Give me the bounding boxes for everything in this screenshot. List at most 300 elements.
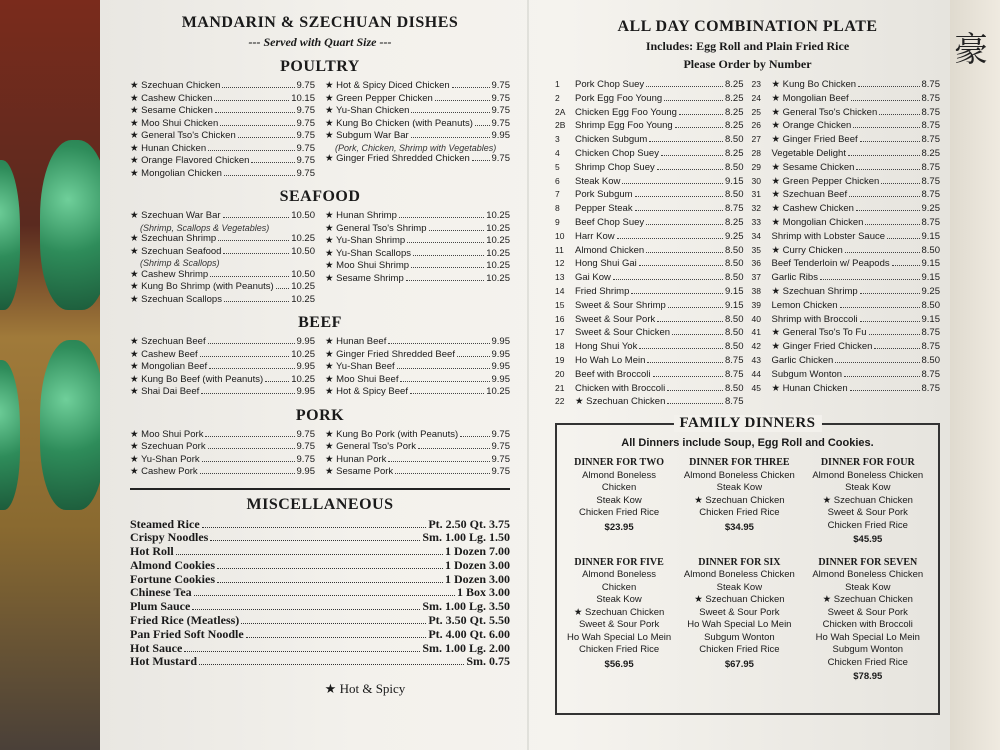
item-price: 8.50 — [725, 327, 744, 339]
menu-item — [325, 248, 510, 261]
item-name: ★ Mongolian Beef — [771, 92, 849, 104]
item-price: Sm. 1.00 Lg. 3.50 — [422, 599, 510, 614]
menu-item — [555, 230, 744, 244]
item-name: ★ Hot & Spicy Diced Chicken — [325, 80, 450, 91]
section-title-seafood: SEAFOOD — [279, 188, 361, 205]
item-name: ★ Moo Shui Pork — [130, 428, 204, 440]
menu-item — [325, 441, 510, 454]
item-price: 8.50 — [725, 134, 744, 146]
menu-item — [130, 349, 315, 362]
item-price: 9.25 — [921, 285, 940, 297]
leader-dots — [251, 162, 294, 163]
item-number: 42 — [751, 341, 761, 352]
leader-dots — [201, 393, 294, 394]
dinner-item: Sweet & Sour Pork — [699, 606, 780, 618]
item-number: 31 — [751, 189, 761, 200]
item-name: ★ Kung Bo Chicken (with Peanuts) — [325, 117, 473, 129]
item-price: 9.75 — [491, 92, 510, 104]
leader-dots — [210, 276, 289, 277]
item-name: ★ Mongolian Chicken — [771, 216, 864, 228]
menu-item — [130, 518, 510, 532]
menu-item — [130, 130, 315, 143]
item-name: Crispy Noodles — [130, 530, 209, 545]
item-name: ★ General Tso's Pork — [325, 441, 416, 452]
leader-dots — [667, 390, 723, 391]
menu-item — [752, 230, 941, 244]
hot-spicy-legend: ★ Hot & Spicy — [324, 681, 406, 697]
combo-subtitle: Includes: Egg Roll and Plain Fried Rice — [645, 39, 850, 53]
leader-dots — [853, 127, 919, 128]
item-number: 20 — [555, 368, 565, 379]
leader-dots — [661, 155, 723, 156]
family-dinner — [565, 557, 673, 684]
leader-dots — [472, 160, 490, 161]
item-price: 8.25 — [725, 216, 744, 228]
section-title-misc: MISCELLANEOUS — [246, 495, 394, 513]
item-number: 38 — [751, 285, 761, 296]
item-name: ★ Yu-Shan Scallops — [325, 247, 411, 259]
item-name: ★ Moo Shui Beef — [325, 373, 399, 385]
item-price: 9.75 — [491, 428, 510, 440]
leader-dots — [646, 86, 723, 87]
item-price: 1 Box 3.00 — [456, 585, 510, 600]
item-name: ★ Kung Bo Beef (with Peanuts) — [130, 373, 264, 385]
leader-dots — [675, 127, 723, 128]
item-number: 36 — [751, 258, 761, 269]
leader-dots — [856, 210, 920, 211]
jade-figurine — [0, 360, 20, 510]
leader-dots — [199, 664, 464, 665]
item-number: 7 — [555, 189, 560, 200]
item-name: Chicken Chop Suey — [575, 147, 659, 159]
seafood-right-list — [325, 210, 510, 306]
menu-item — [752, 78, 941, 92]
combo-right-list — [752, 78, 941, 409]
menu-item — [752, 202, 941, 216]
menu-item — [325, 336, 510, 349]
menu-item — [752, 326, 941, 340]
section-title-beef: BEEF — [298, 314, 342, 331]
menu-item — [752, 216, 941, 230]
item-price: 10.25 — [291, 293, 315, 305]
menu-item — [555, 147, 744, 161]
right-panel — [555, 18, 940, 715]
menu-item — [325, 80, 510, 93]
item-number: 9 — [555, 216, 560, 227]
menu-item — [130, 336, 315, 349]
leader-dots — [856, 169, 919, 170]
leader-dots — [869, 334, 920, 335]
leader-dots — [657, 169, 723, 170]
dinner-item: ★ Szechuan Chicken — [694, 594, 785, 606]
item-number: 32 — [751, 203, 761, 214]
fold-line — [527, 0, 529, 750]
item-name: Chicken Egg Foo Young — [575, 106, 677, 118]
menu-item — [555, 340, 744, 354]
leader-dots — [613, 279, 723, 280]
item-name: Chicken with Broccoli — [575, 382, 666, 394]
leader-dots — [224, 301, 289, 302]
dinner-item: Chicken Fried Rice — [827, 656, 908, 668]
menu-item — [752, 313, 941, 327]
menu-item — [555, 382, 744, 396]
item-name: ★ Subgum War Bar — [325, 130, 409, 141]
item-name: ★ Sesame Shrimp — [325, 272, 404, 284]
menu-item — [130, 429, 315, 442]
item-price: 8.75 — [725, 368, 744, 380]
leader-dots — [672, 334, 723, 335]
item-name: ★ Sesame Pork — [325, 466, 394, 477]
menu-item — [555, 202, 744, 216]
menu-item — [752, 285, 941, 299]
item-name: ★ Mongolian Chicken — [130, 167, 222, 179]
leader-dots — [200, 356, 290, 357]
jade-figurine — [0, 160, 20, 310]
menu-item — [130, 93, 315, 106]
family-dinner — [565, 457, 673, 547]
item-price: 10.25 — [291, 233, 315, 244]
leader-dots — [223, 253, 289, 254]
dinner-item: Almond Boneless Chicken — [582, 569, 657, 593]
item-name: Hong Shui Gai — [575, 258, 637, 270]
item-name: ★ Hunan Chicken — [771, 382, 848, 394]
section-pork — [130, 429, 510, 479]
dinner-title: DINNER FOR FOUR — [820, 457, 915, 469]
leader-dots — [194, 595, 455, 596]
leader-dots — [879, 114, 919, 115]
menu-item — [325, 349, 510, 362]
item-price: 9.25 — [725, 230, 744, 242]
menu-item — [752, 382, 941, 396]
item-name: ★ Cashew Shrimp — [130, 268, 209, 280]
item-name: Shrimp with Lobster Sauce — [771, 230, 886, 242]
dinner-item: Chicken Fried Rice — [699, 507, 780, 519]
menu-title: MANDARIN & SZECHUAN DISHES — [181, 14, 459, 31]
dinner-item: Chicken Fried Rice — [578, 644, 660, 656]
dinner-item: Chicken with Broccoli — [822, 619, 913, 631]
menu-item — [325, 386, 510, 399]
menu-item — [130, 294, 315, 307]
dinner-title: DINNER FOR TWO — [574, 457, 664, 469]
leader-dots — [657, 321, 723, 322]
leader-dots — [184, 651, 420, 652]
menu-item — [130, 531, 510, 545]
leader-dots — [210, 540, 420, 541]
item-price: 9.95 — [491, 373, 510, 385]
item-price: 10.50 — [291, 245, 315, 257]
item-name: ★ Ginger Fried Beef — [771, 134, 858, 146]
item-price: 10.25 — [486, 247, 510, 259]
item-name: ★ Hunan Shrimp — [325, 210, 397, 221]
item-price: 9.75 — [296, 155, 315, 166]
menu-item — [555, 299, 744, 313]
item-price: 8.75 — [725, 396, 744, 408]
dinner-item: Sweet & Sour Pork — [827, 606, 908, 618]
leader-dots — [820, 279, 920, 280]
dinner-item: ★ Szechuan Chicken — [822, 494, 913, 506]
menu-item — [325, 466, 510, 479]
item-name: ★ Szechuan Pork — [130, 441, 206, 452]
item-price: 10.50 — [291, 268, 315, 280]
family-dinners-title: FAMILY DINNERS — [673, 415, 821, 432]
item-number: 2B — [555, 120, 566, 131]
section-title-pork: PORK — [295, 406, 345, 424]
item-name: ★ Yu-Shan Pork — [130, 453, 200, 465]
item-name: Shrimp Egg Foo Young — [575, 120, 673, 132]
item-number: 27 — [751, 134, 761, 145]
item-name: Fortune Cookies — [130, 571, 215, 586]
item-number: 2A — [555, 106, 566, 117]
item-price: 8.50 — [921, 299, 940, 311]
dinner-price: $45.95 — [853, 534, 883, 546]
dinner-price: $67.95 — [724, 658, 754, 670]
leader-dots — [400, 381, 489, 382]
menu-item — [130, 628, 510, 642]
leader-dots — [220, 125, 294, 126]
dinner-item: Subgum Wonton — [832, 644, 904, 656]
menu-item — [752, 175, 941, 189]
menu-item — [752, 119, 941, 133]
item-price: 8.50 — [725, 244, 744, 256]
leader-dots — [881, 183, 919, 184]
dinner-price: $78.95 — [853, 671, 883, 683]
item-price: 8.25 — [725, 120, 744, 132]
item-price: 1 Dozen 3.00 — [445, 557, 510, 572]
menu-item — [130, 118, 315, 131]
dinner-title: DINNER FOR SIX — [698, 556, 781, 568]
leader-dots — [388, 461, 489, 462]
item-name: Lemon Chicken — [771, 299, 838, 311]
menu-item — [130, 655, 510, 669]
item-price: 8.75 — [921, 341, 940, 353]
leader-dots — [635, 196, 723, 197]
item-price: 10.15 — [291, 92, 315, 104]
menu-item — [130, 233, 315, 246]
item-price: 9.75 — [296, 453, 315, 465]
item-number: 12 — [555, 258, 565, 269]
menu-item — [752, 271, 941, 285]
item-price: 8.50 — [725, 189, 744, 201]
leader-dots — [224, 175, 295, 176]
leader-dots — [429, 230, 485, 231]
item-number: 35 — [751, 244, 761, 255]
item-name: ★ Hot & Spicy Beef — [325, 386, 408, 397]
dinner-item: ★ Szechuan Chicken — [573, 606, 665, 618]
item-price: 9.75 — [491, 153, 510, 164]
menu-item — [130, 573, 510, 587]
leader-dots — [845, 252, 920, 253]
leader-dots — [218, 240, 289, 241]
leader-dots — [622, 183, 723, 184]
menu-item — [555, 395, 744, 409]
item-price: 9.75 — [296, 117, 315, 129]
dinner-item: Sweet & Sour Pork — [578, 619, 660, 631]
dinner-price: $56.95 — [604, 658, 634, 670]
item-note: (Pork, Chicken, Shrimp with Vegetables) — [335, 142, 497, 153]
menu-item — [555, 216, 744, 230]
item-price: 9.15 — [921, 272, 940, 284]
menu-item — [752, 244, 941, 258]
item-number: 14 — [555, 285, 565, 296]
item-name: ★ Cashew Chicken — [130, 92, 213, 104]
family-dinner — [677, 457, 801, 547]
menu-item — [325, 454, 510, 467]
background-left — [0, 0, 110, 750]
item-price: 9.95 — [296, 336, 315, 347]
item-number: 44 — [751, 368, 761, 379]
dinner-item: Sweet & Sour Pork — [827, 507, 908, 519]
dinner-item: Chicken Fried Rice — [578, 507, 660, 519]
item-price: 10.50 — [291, 210, 315, 221]
item-price: 10.25 — [291, 281, 315, 292]
leader-dots — [849, 196, 919, 197]
item-price: 8.75 — [921, 134, 940, 146]
leader-dots — [413, 255, 484, 256]
item-number: 15 — [555, 299, 565, 310]
menu-item — [130, 105, 315, 118]
item-number: 16 — [555, 313, 565, 324]
menu-item — [325, 130, 510, 143]
item-name: Pepper Steak — [575, 203, 633, 215]
item-price: 9.75 — [296, 441, 315, 452]
item-number: 40 — [751, 313, 761, 324]
item-name: ★ Ginger Fried Shredded Chicken — [325, 153, 470, 164]
item-name: ★ Sesame Chicken — [130, 105, 213, 116]
leader-dots — [851, 100, 920, 101]
leader-dots — [410, 393, 484, 394]
leader-dots — [647, 362, 723, 363]
item-price: 10.25 — [486, 260, 510, 271]
item-price: 8.75 — [921, 216, 940, 228]
leader-dots — [388, 343, 489, 344]
dinner-item: ★ Szechuan Chicken — [822, 594, 913, 606]
item-name: Almond Chicken — [575, 244, 645, 256]
leader-dots — [202, 461, 295, 462]
menu-item — [555, 78, 744, 92]
item-name: ★ Green Pepper Chicken — [325, 92, 433, 104]
dinner-title: DINNER FOR FIVE — [574, 556, 664, 568]
item-name: Shrimp with Broccoli — [771, 313, 858, 325]
item-price: 8.75 — [921, 92, 940, 104]
menu-item — [130, 269, 315, 282]
item-number: 24 — [751, 92, 761, 103]
menu-item — [752, 92, 941, 106]
menu-item — [752, 133, 941, 147]
item-number: 18 — [555, 341, 565, 352]
item-name: ★ Szechuan Beef — [771, 189, 848, 201]
item-name: Beef Chop Suey — [575, 216, 645, 228]
dinner-item: Steak Kow — [716, 482, 763, 494]
item-price: 8.50 — [921, 244, 940, 256]
dinner-item: Almond Boneless Chicken — [683, 469, 795, 481]
item-name: ★ Ginger Fried Chicken — [771, 341, 873, 353]
leader-dots — [205, 436, 294, 437]
leader-dots — [887, 238, 919, 239]
item-price: 8.25 — [725, 106, 744, 118]
item-name: Hong Shui Yok — [575, 341, 638, 353]
chinese-character: 豪 — [954, 30, 988, 70]
leader-dots — [639, 348, 723, 349]
item-price: 8.75 — [725, 203, 744, 215]
item-name: Gai Kow — [575, 272, 611, 284]
item-price: 9.15 — [921, 230, 940, 242]
item-number: 25 — [751, 106, 761, 117]
leader-dots — [460, 436, 489, 437]
item-number: 3 — [555, 134, 560, 145]
leader-dots — [399, 217, 484, 218]
leader-dots — [668, 307, 723, 308]
item-name: ★ Szechuan Shrimp — [771, 285, 858, 297]
leader-dots — [860, 293, 920, 294]
leader-dots — [646, 252, 723, 253]
item-number: 23 — [751, 79, 761, 89]
leader-dots — [835, 362, 919, 363]
item-name: ★ Szechuan Shrimp — [130, 233, 217, 244]
dinner-title: DINNER FOR SEVEN — [818, 556, 918, 568]
item-price: 8.25 — [725, 147, 744, 159]
beef-right-list — [325, 336, 510, 399]
leader-dots — [202, 527, 427, 528]
menu-item — [130, 374, 315, 387]
item-price: 10.25 — [486, 235, 510, 246]
leader-dots — [635, 210, 723, 211]
item-name: ★ Szechuan Scallops — [130, 293, 222, 305]
item-price: 8.50 — [725, 382, 744, 394]
item-name: Garlic Ribs — [771, 272, 818, 284]
menu-item — [130, 586, 510, 600]
dinner-item: Steak Kow — [845, 581, 891, 593]
item-price: Sm. 0.75 — [466, 654, 510, 669]
leader-dots — [411, 267, 484, 268]
item-price: 10.25 — [291, 348, 315, 360]
item-name: ★ General Tso's To Fu — [771, 327, 867, 339]
menu-item — [130, 466, 315, 479]
item-price: 9.75 — [296, 130, 315, 141]
item-number: 22 — [555, 396, 565, 407]
menu-item — [752, 147, 941, 161]
leader-dots — [397, 368, 490, 369]
leader-dots — [265, 381, 289, 382]
item-price: 9.15 — [921, 313, 940, 325]
item-price: 8.75 — [921, 382, 940, 394]
item-price: 9.75 — [296, 105, 315, 116]
item-price: 9.95 — [296, 386, 315, 397]
leader-dots — [395, 473, 489, 474]
item-name: ★ Shai Dai Beef — [130, 386, 200, 397]
section-title-poultry: POULTRY — [280, 58, 360, 75]
item-name: ★ Hunan Chicken — [130, 142, 207, 154]
dinner-item: Almond Boneless Chicken — [582, 469, 657, 494]
menu-item — [325, 118, 510, 131]
item-name: Sweet & Sour Pork — [575, 313, 656, 325]
leader-dots — [457, 356, 490, 357]
dinner-price: $23.95 — [604, 521, 634, 533]
item-name: Pork Chop Suey — [575, 79, 645, 90]
item-name: Pan Fried Soft Noodle — [130, 626, 244, 641]
leader-dots — [238, 137, 295, 138]
item-number: 34 — [751, 230, 761, 241]
item-price: 10.25 — [486, 210, 510, 221]
menu-item — [555, 92, 744, 106]
leader-dots — [848, 155, 920, 156]
leader-dots — [892, 265, 920, 266]
item-name: ★ Cashew Beef — [130, 348, 198, 360]
item-name: ★ Kung Bo Shrimp (with Peanuts) — [130, 281, 274, 292]
item-note: (Shrimp, Scallops & Vegetables) — [140, 222, 270, 233]
pork-right-list — [325, 429, 510, 479]
leader-dots — [246, 637, 427, 638]
menu-item — [555, 257, 744, 271]
